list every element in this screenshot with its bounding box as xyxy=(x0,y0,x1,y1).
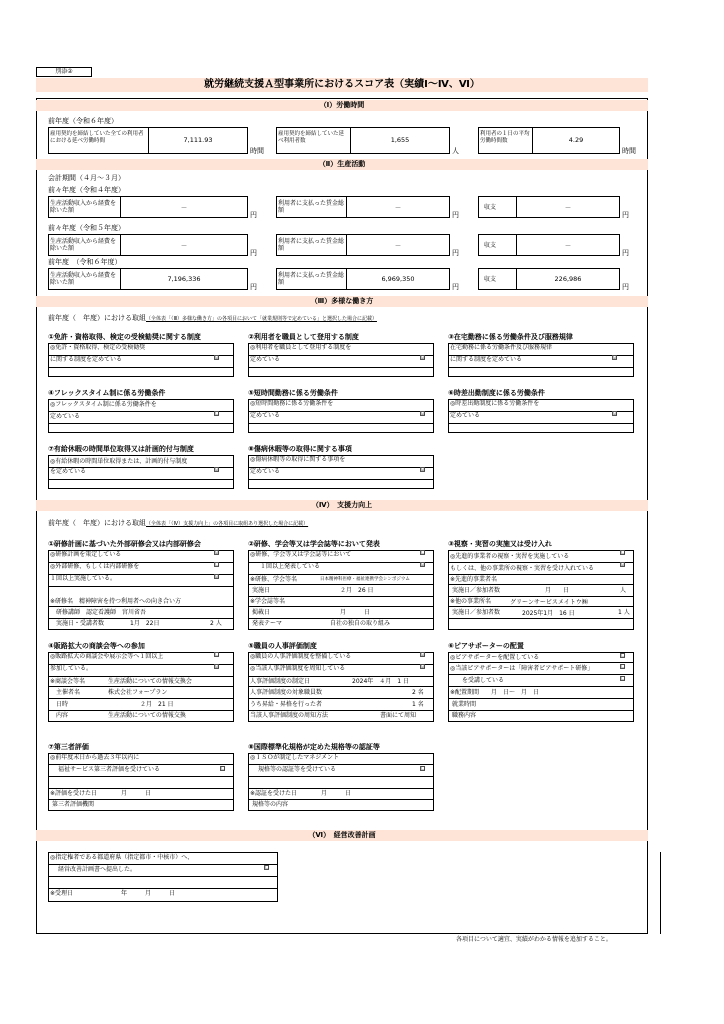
field-text: 内容 xyxy=(56,712,69,719)
field-label: 利用者に支払った賃金総額 xyxy=(278,238,345,253)
field-text: ◎当該人事評価制度を周知している xyxy=(250,665,346,672)
rule-line xyxy=(516,234,517,256)
field-text: ※受理日 年 月 日 xyxy=(50,890,176,897)
rule-line xyxy=(448,423,634,424)
field-text: 福祉サービス第三者評価を受けている xyxy=(58,766,161,773)
rule-line xyxy=(532,127,533,154)
item-title: ③視察・実習の実施又は受け入れ xyxy=(448,540,552,548)
field-text: 発表テーマ xyxy=(252,620,283,627)
field-text: 生産活動についての情報交換 xyxy=(108,712,186,719)
section-intro xyxy=(48,314,377,323)
rule-line xyxy=(48,776,234,777)
rule-line xyxy=(248,596,434,597)
rule-line xyxy=(48,606,234,607)
field-value: 4.29 xyxy=(568,136,584,144)
rule-line xyxy=(346,234,347,256)
checkbox[interactable]: ☑ xyxy=(421,664,426,670)
rule-line xyxy=(48,586,234,587)
field-text: 円 xyxy=(250,211,257,219)
item-title: ⑦有給休暇の時間単位取得又は計画的付与制度 xyxy=(48,445,194,453)
rule-line xyxy=(516,196,517,218)
rule-line xyxy=(248,584,434,585)
field-label: 生産活動収入から経費を除いた額 xyxy=(50,238,117,253)
section-heading: （Ⅱ）生産活動 xyxy=(36,159,648,170)
rule-line xyxy=(248,686,434,687)
rule-line xyxy=(48,618,234,619)
field-label: 雇用契約を締結していた延べ利用者数 xyxy=(278,131,345,144)
field-text: ◎研修計画を策定している xyxy=(50,551,122,558)
field-text: ◎外部研修、もしくは内部研修を xyxy=(50,563,140,570)
rule-line xyxy=(48,479,234,480)
checkbox[interactable]: ☑ xyxy=(613,355,618,361)
checkbox[interactable]: ☐ xyxy=(221,766,226,772)
item-title: ⑧傷病休暇等の取得に関する事項 xyxy=(248,445,352,453)
rule-line xyxy=(248,423,434,424)
field-text: ※研修、学会等名 xyxy=(250,576,298,583)
field-text: ※学会誌等名 xyxy=(250,598,286,605)
field-text: 第三者評価機関 xyxy=(52,801,95,808)
field-text: 自社の独自の取り組み xyxy=(330,620,391,627)
field-text: に関する制度を定めている xyxy=(50,356,123,363)
field-text: ◎販路拡大の商談会や展示会等へ１回以上 xyxy=(50,653,164,660)
field-value: － xyxy=(180,242,188,250)
rule-line xyxy=(448,618,634,619)
field-text: ◎ピアサポーターを配置している xyxy=(450,654,540,661)
rule-line xyxy=(346,268,347,290)
field-text: 株式会社フォープラン xyxy=(108,689,168,696)
section-heading: （Ⅵ） 経営改善計画 xyxy=(36,830,648,841)
checkbox[interactable]: ☐ xyxy=(215,652,220,658)
item-title: ②研修、学会等又は学会誌等において発表 xyxy=(248,540,380,548)
field-text: 1月 22日 xyxy=(130,620,160,627)
annex-label: 別添② xyxy=(36,67,92,77)
checkbox[interactable]: ☐ xyxy=(421,766,426,772)
checkbox[interactable]: ☐ xyxy=(265,865,270,871)
rule-line xyxy=(248,799,434,800)
item-title: ④フレックスタイム制に係る労働条件 xyxy=(48,389,166,397)
field-value: 7,196,336 xyxy=(167,275,201,283)
field-value: － xyxy=(564,204,572,212)
rule-line xyxy=(248,776,434,777)
field-text: 2 人 xyxy=(210,620,222,627)
item-title: ①研修計画に基づいた外部研修会又は内部研修会 xyxy=(48,540,201,548)
rule-line xyxy=(448,584,634,585)
checkbox[interactable]: ☑ xyxy=(421,652,426,658)
field-text: グリーンサービスメイトウ㈱ xyxy=(510,599,588,606)
field-text: 主催者名 xyxy=(56,689,81,696)
field-text: １回以上実施している。 xyxy=(50,575,117,582)
field-text: 経営改善計画書へ提出した。 xyxy=(58,866,137,873)
checkbox[interactable]: ☐ xyxy=(621,653,626,659)
section-heading: （Ⅲ）多様な働き方 xyxy=(36,296,648,307)
field-text: うち昇給・昇格を行った者 xyxy=(250,701,323,708)
field-text: を定めている xyxy=(50,468,87,475)
field-text: 1 名 xyxy=(412,701,424,708)
rule-line xyxy=(120,196,121,218)
field-text: ※配置期間 月 日～ 月 日 xyxy=(450,689,540,696)
item-title: ⑤職員の人事評価制度 xyxy=(248,642,317,650)
rule-line xyxy=(48,888,278,889)
rule-line xyxy=(248,367,434,368)
field-text: 定めている xyxy=(50,413,81,420)
field-text: 円 xyxy=(622,283,629,291)
field-text: 円 xyxy=(622,211,629,219)
checkbox[interactable]: ☑ xyxy=(421,411,426,417)
field-text: 定めている xyxy=(250,468,281,475)
rule-line xyxy=(248,606,434,607)
field-value: 6,969,350 xyxy=(381,275,415,283)
field-text: ◎傷病休暇等の取得に関する事項を xyxy=(250,456,346,463)
field-text: 掲載日 xyxy=(252,609,271,616)
checkbox[interactable]: ☐ xyxy=(421,550,426,556)
item-title: ⑦第三者評価 xyxy=(48,743,89,751)
field-text: 円 xyxy=(452,283,459,291)
field-text: （全体表「（Ⅲ）多様な働き方」の各項目において「就業規則等で定めている」と選択した場合に記載） xyxy=(146,316,377,322)
field-text: 実施日／参加者数 xyxy=(452,609,501,616)
checkbox[interactable]: ☑ xyxy=(215,664,220,670)
field-text: 月 日 xyxy=(545,587,570,594)
item-title: ⑤短時間勤務に係る労働条件 xyxy=(248,389,338,397)
side-rule xyxy=(660,852,661,934)
year-label: 前年度（令和６年度） xyxy=(48,117,118,125)
year-label: 前々年度（令和５年度） xyxy=(48,224,125,232)
field-text: 定めている xyxy=(450,412,481,419)
field-label: 生産活動収入から経費を除いた額 xyxy=(50,272,117,287)
rule-line xyxy=(48,788,234,789)
checkbox[interactable]: ☑ xyxy=(215,550,220,556)
field-label: 生産活動収入から経費を除いた額 xyxy=(50,200,117,215)
field-label: 利用者に支払った賃金総額 xyxy=(278,200,345,215)
rule-line xyxy=(248,574,434,575)
item-title: ①免許・資格取得、検定の受検勧奨に関する制度 xyxy=(48,333,201,341)
rule-line xyxy=(120,234,121,256)
field-text: ※先進的事業者名 xyxy=(450,576,498,583)
field-label: 雇用契約を締結していた全ての利用者における延べ労働時間 xyxy=(50,131,144,144)
field-text: 参加している。 xyxy=(50,665,93,672)
field-text: 人事評価制度の対象職員数 xyxy=(250,689,323,696)
checkbox[interactable]: ☑ xyxy=(215,355,220,361)
field-value: 226,986 xyxy=(554,275,582,283)
rule-line xyxy=(248,764,434,765)
field-text: 定めている xyxy=(250,356,281,363)
field-text: 職務内容 xyxy=(452,712,477,719)
field-text: 前年度（ 年度）における取組 xyxy=(48,519,146,527)
rule-line xyxy=(48,411,234,412)
rule-line xyxy=(48,710,234,711)
field-text: 円 xyxy=(250,249,257,257)
field-text: 前年度（ 年度）における取組 xyxy=(48,314,146,322)
field-text: １回以上発表している xyxy=(260,563,321,570)
rule-line xyxy=(248,676,434,677)
rule-line xyxy=(248,788,434,789)
checkbox[interactable]: ☑ xyxy=(613,411,618,417)
field-text: 2025年1月 16 日 xyxy=(522,610,575,617)
field-value: － xyxy=(180,204,188,212)
field-text: ２月 26 日 xyxy=(340,587,374,594)
field-text: 定めている xyxy=(250,412,281,419)
field-text: 実施日／参加者数 xyxy=(452,587,501,594)
field-text: ◎先進的事業者の視察・実習を実施している xyxy=(450,553,570,560)
period-label: 会計期間（４月～３月） xyxy=(48,174,125,182)
field-text: 人 xyxy=(620,587,627,594)
rule-line xyxy=(448,698,634,699)
field-label: 収支 xyxy=(484,242,497,249)
rule-line xyxy=(48,686,234,687)
field-text: ◎ＩＳＯが制定したマネジメント xyxy=(250,754,340,761)
rule-line xyxy=(448,367,634,368)
field-text: 円 xyxy=(622,249,629,257)
field-text: ※研修名 精神障害を持つ利用者への向き合い方 xyxy=(50,598,182,605)
field-text: ◎指定権者である都道府県（指定都市・中核市）へ、 xyxy=(50,854,194,861)
field-text: （全体表「（Ⅳ）支援力向上」の各項目に取組あり選択した場合に記載） xyxy=(146,521,309,527)
rule-line xyxy=(248,698,434,699)
section-intro xyxy=(48,519,308,528)
field-label: 利用者に支払った賃金総額 xyxy=(278,272,345,287)
field-text: 生産活動についての情報交換会 xyxy=(108,678,192,685)
page-title: 就労継続支援Ａ型事業所におけるスコア表（実績Ⅰ～Ⅳ、Ⅵ） xyxy=(36,78,648,92)
rule-line xyxy=(448,596,634,597)
year-label: 前々年度（令和４年度） xyxy=(48,186,125,194)
field-text: ◎研修、学会等又は学会誌等において xyxy=(250,551,352,558)
rule-line xyxy=(448,686,634,687)
rule-line xyxy=(248,710,434,711)
rule-line xyxy=(448,710,634,711)
field-text: 2024年 ４月 1 日 xyxy=(352,678,409,685)
field-text: 円 xyxy=(452,249,459,257)
rule-line xyxy=(48,676,234,677)
field-text: 人事評価制度の制定日 xyxy=(250,678,311,685)
item-title: ②利用者を職員として登用する制度 xyxy=(248,333,359,341)
checkbox[interactable]: ☐ xyxy=(621,676,626,682)
rule-line xyxy=(48,764,234,765)
field-label: 収支 xyxy=(484,204,497,211)
field-text: 円 xyxy=(250,283,257,291)
field-text: ◎有給休暇の時間単位取得または、計画的付与制度 xyxy=(50,458,188,465)
checkbox[interactable]: ☑ xyxy=(421,355,426,361)
section-heading: （Ⅰ）労働時間 xyxy=(36,100,648,111)
rule-line xyxy=(448,562,634,563)
field-text: ◎短時間勤務に係る労働条件を xyxy=(250,400,334,407)
rule-line xyxy=(48,367,234,368)
field-text: 実施日 xyxy=(252,587,271,594)
field-text: 在宅勤務に係る労働条件及び服務規律 xyxy=(450,344,553,351)
checkbox[interactable]: ☐ xyxy=(215,562,220,568)
field-text: を受講している xyxy=(462,677,505,684)
field-value: 1,655 xyxy=(390,136,410,144)
field-text: もしくは、他の事業所の視察・実習を受け入れている xyxy=(450,565,595,572)
field-text: 研修講師 認定看護師 宮川省吾 xyxy=(56,609,147,616)
field-text: 月 日 xyxy=(340,609,371,616)
field-text: ※他の事業所名 xyxy=(450,598,492,605)
rule-line xyxy=(448,674,634,675)
field-value: － xyxy=(394,204,402,212)
field-text: ◎利用者を職員として登用する制度を xyxy=(250,344,352,351)
checkbox[interactable]: ☐ xyxy=(621,550,626,556)
footer-note: 各項目について適宜、実績がわかる情報を追加すること。 xyxy=(456,936,612,943)
checkbox[interactable]: ☑ xyxy=(215,574,220,580)
field-text: 書面にて周知 xyxy=(380,712,417,719)
item-title: ⑥時差出勤制度に係る労働条件 xyxy=(448,389,545,397)
field-text: ◎時差出勤制度に係る労働条件を xyxy=(450,400,540,407)
field-text: ※商談会等名 xyxy=(50,678,86,685)
field-value: － xyxy=(394,242,402,250)
field-label: 収支 xyxy=(484,276,497,283)
checkbox[interactable]: ☑ xyxy=(421,562,426,568)
field-text: 就業時間 xyxy=(452,701,477,708)
field-text: ◎当該ピアサポーターは「障害者ピアサポート研修」 xyxy=(450,665,594,672)
rule-line xyxy=(48,698,234,699)
unit-label: 人 xyxy=(452,147,459,155)
rule-line xyxy=(48,876,278,877)
rule-line xyxy=(48,423,234,424)
field-text: 2 名 xyxy=(412,689,424,696)
item-title: ③在宅勤務に係る労働条件及び服務規律 xyxy=(448,333,573,341)
field-text: ◎前年度末日から過去３年以内に xyxy=(50,754,140,761)
field-text: ◎免許・資格取得、検定の受検勧奨 xyxy=(50,344,146,351)
rule-line xyxy=(148,127,149,154)
rule-line xyxy=(120,268,121,290)
field-text: 円 xyxy=(452,211,459,219)
item-title: ④販路拡大の商談会等への参加 xyxy=(48,642,145,650)
field-text: 当該人事評価制度の周知方法 xyxy=(250,712,329,719)
rule-line xyxy=(516,268,517,290)
field-value: － xyxy=(564,242,572,250)
checkbox[interactable]: ☐ xyxy=(215,411,220,417)
rule-line xyxy=(48,864,278,865)
rule-line xyxy=(48,799,234,800)
unit-label: 時間 xyxy=(622,147,636,155)
rule-line xyxy=(346,196,347,218)
item-title: ⑧国際標準化規格が定めた規格等の認証等 xyxy=(248,743,380,751)
unit-label: 時間 xyxy=(250,147,264,155)
rule-line xyxy=(248,618,434,619)
section-heading: （Ⅳ） 支援力向上 xyxy=(36,500,648,511)
checkbox[interactable]: ☑ xyxy=(421,467,426,473)
rule-line xyxy=(248,479,434,480)
rule-line xyxy=(448,574,634,575)
rule-line xyxy=(448,662,634,663)
checkbox[interactable]: ☐ xyxy=(621,664,626,670)
field-text: ※評価を受けた日 月 日 xyxy=(50,790,152,797)
item-title: ⑥ピアサポーターの配置 xyxy=(448,642,524,650)
year-label: 前年度 （令和６年度） xyxy=(48,258,122,266)
field-text: ※認証を受けた日 月 日 xyxy=(250,790,352,797)
field-text: ２月 21 日 xyxy=(140,701,174,708)
field-text: ◎フレックスタイム制に係る労働条件を xyxy=(50,401,157,408)
field-text: 1 人 xyxy=(618,609,630,616)
field-text: 日時 xyxy=(56,701,69,708)
rule-line xyxy=(350,127,351,154)
field-label: 利用者の１日の平均労働時間数 xyxy=(480,131,530,144)
checkbox[interactable]: ☑ xyxy=(621,562,626,568)
field-text: 規格等の認証等を受けている xyxy=(258,766,337,773)
field-text: 実施日・受講者数 xyxy=(56,620,105,627)
checkbox[interactable]: ☑ xyxy=(215,467,220,473)
field-text: に関する制度を定めている xyxy=(450,356,523,363)
field-text: 規格等の内容 xyxy=(252,801,289,808)
field-value: 7,111.93 xyxy=(183,136,213,144)
field-text: ◎職員の人事評価制度を整備している xyxy=(250,653,352,660)
field-text: 日本精神科医療・福祉連携学会シンポジウム xyxy=(320,577,410,582)
